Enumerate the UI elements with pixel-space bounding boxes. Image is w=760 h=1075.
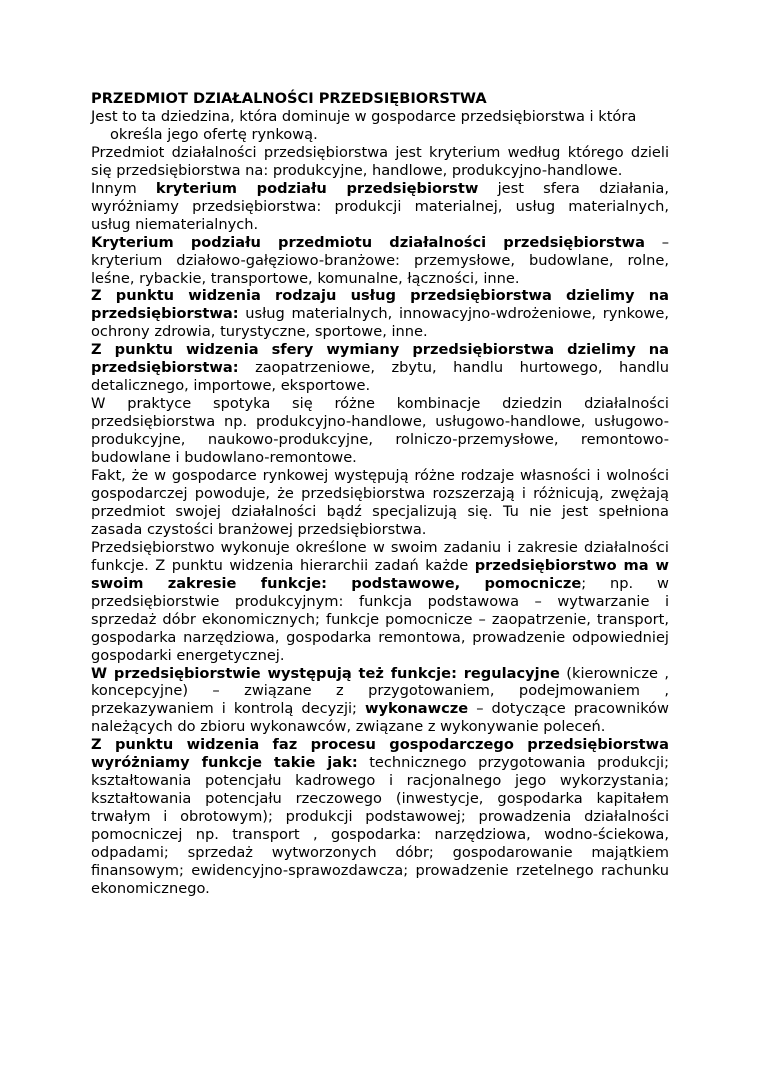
text-run: Innym [91,179,156,197]
paragraph-combinations: W praktyce spotyka się różne kombinacje dziedzin działalności przedsiębiorstwa np. produkcyjno-handlowe, usługowo-handlowe, usługowo-produkcyjne, naukowo-produkcyjne, rolniczo-przemysłowe, remontowo-budowlane i budowlano-remontowe. [91,395,669,467]
bold-text-run: W przedsiębiorstwie występują też funkcje: regulacyjne [91,664,560,682]
bold-text-run: Kryterium podziału przedmiotu działalności przedsiębiorstwa [91,233,645,251]
paragraph-market-economy: Fakt, że w gospodarce rynkowej występują różne rodzaje własności i wolności gospodarczej powoduje, że przedsiębiorstwa rozszerzają i różnicują, zwężają przedmiot swojej działalności bądź specjalizują się. Tu nie jest spełniona zasada czystości branżowej przedsiębiorstwa. [91,467,669,538]
paragraph-sphere-criterion [91,180,669,234]
text-run: jest sfera działania, wyróżniamy przedsiębiorstwa: produkcji materialnej, usług materialnych, usług niematerialnych. [91,179,669,233]
text-run: – dotyczące pracowników należących do zbioru wykonawców, związane z wykonywanie poleceń. [91,700,669,736]
document-page [91,90,669,898]
text-run: zaopatrzeniowe, zbytu, handlu hurtowego, handlu detalicznego, importowe, eksportowe. [91,359,669,395]
text-run: ; np. w przedsiębiorstwie produkcyjnym: funkcja podstawowa – wytwarzanie i sprzedaż dóbr ekonomicznych; funkcje pomocnicze – zaopatrzenie, transport, gospodarka narzędziowa, gospodarka remontowa, prowadzenie odpowiedniej gospodarki energetycznej. [91,574,669,664]
paragraph-services-types [91,287,669,341]
paragraph-exchange-sphere [91,341,669,395]
paragraph-branch-criterion [91,234,669,288]
bold-text-run: Z punktu widzenia sfery wymiany przedsiębiorstwa dzielimy na przedsiębiorstwa: [91,341,669,377]
bold-text-run: wykonawcze [365,700,469,718]
paragraph-functions-hierarchy [91,539,669,665]
paragraph-subject-criterion: Przedmiot działalności przedsiębiorstwa jest kryterium według którego dzieli się przedsiębiorstwa na: produkcyjne, handlowe, produkcyjno-handlowe. [91,143,669,179]
text-run: usług materialnych, innowacyjno-wdrożeniowe, rynkowe, ochrony zdrowia, turystyczne, sportowe, inne. [91,305,669,341]
text-run: technicznego przygotowania produkcji; kształtowania potencjału kadrowego i racjonalnego jego wykorzystania; kształtowania potencjału rzeczowego (inwestycje, gospodarka kapitałem trwałym i obrotowym); produkcji podstawowej; prowadzenia działalności pomocniczej np. transport , gospodarka: narzędziowa, wodno-ściekowa, odpadami; sprzedaż wytworzonych dóbr; gospodarowanie majątkiem finansowym; ewidencyjno-sprawozdawcza; prowadzenie rzetelnego rachunku ekonomicznego. [91,754,669,897]
bold-text-run: Z punktu widzenia rodzaju usług przedsiębiorstwa dzielimy na przedsiębiorstwa: [91,287,669,323]
bold-text-run: przedsiębiorstwo ma w swoim zakresie funkcje: podstawowe, pomocnicze [91,556,669,592]
text-run: (kierownicze , koncepcyjne) – związane z przygotowaniem, podejmowaniem , przekazywaniem i kontrolą decyzji; [91,664,669,718]
paragraph-definition: Jest to ta dziedzina, która dominuje w gospodarce przedsiębiorstwa i która określa jego ofertę rynkową. [91,107,637,143]
bold-text-run: kryterium podziału przedsiębiorstw [155,179,479,197]
paragraph-regulatory-functions [91,665,669,737]
text-run: – kryterium działowo-gałęziowo-branżowe: przemysłowe, budowlane, rolne, leśne, rybackie, transportowe, komunalne, łączności, inne. [91,233,669,287]
bold-text-run: Z punktu widzenia faz procesu gospodarczego przedsiębiorstwa wyróżniamy funkcje takie jak: [91,736,669,772]
paragraph-process-phases [91,736,669,898]
document-title: PRZEDMIOT DZIAŁALNOŚCI PRZEDSIĘBIORSTWA [91,90,487,107]
text-run: Przedsiębiorstwo wykonuje określone w swoim zadaniu i zakresie działalności funkcje. Z punktu widzenia hierarchii zadań każde [91,538,669,574]
